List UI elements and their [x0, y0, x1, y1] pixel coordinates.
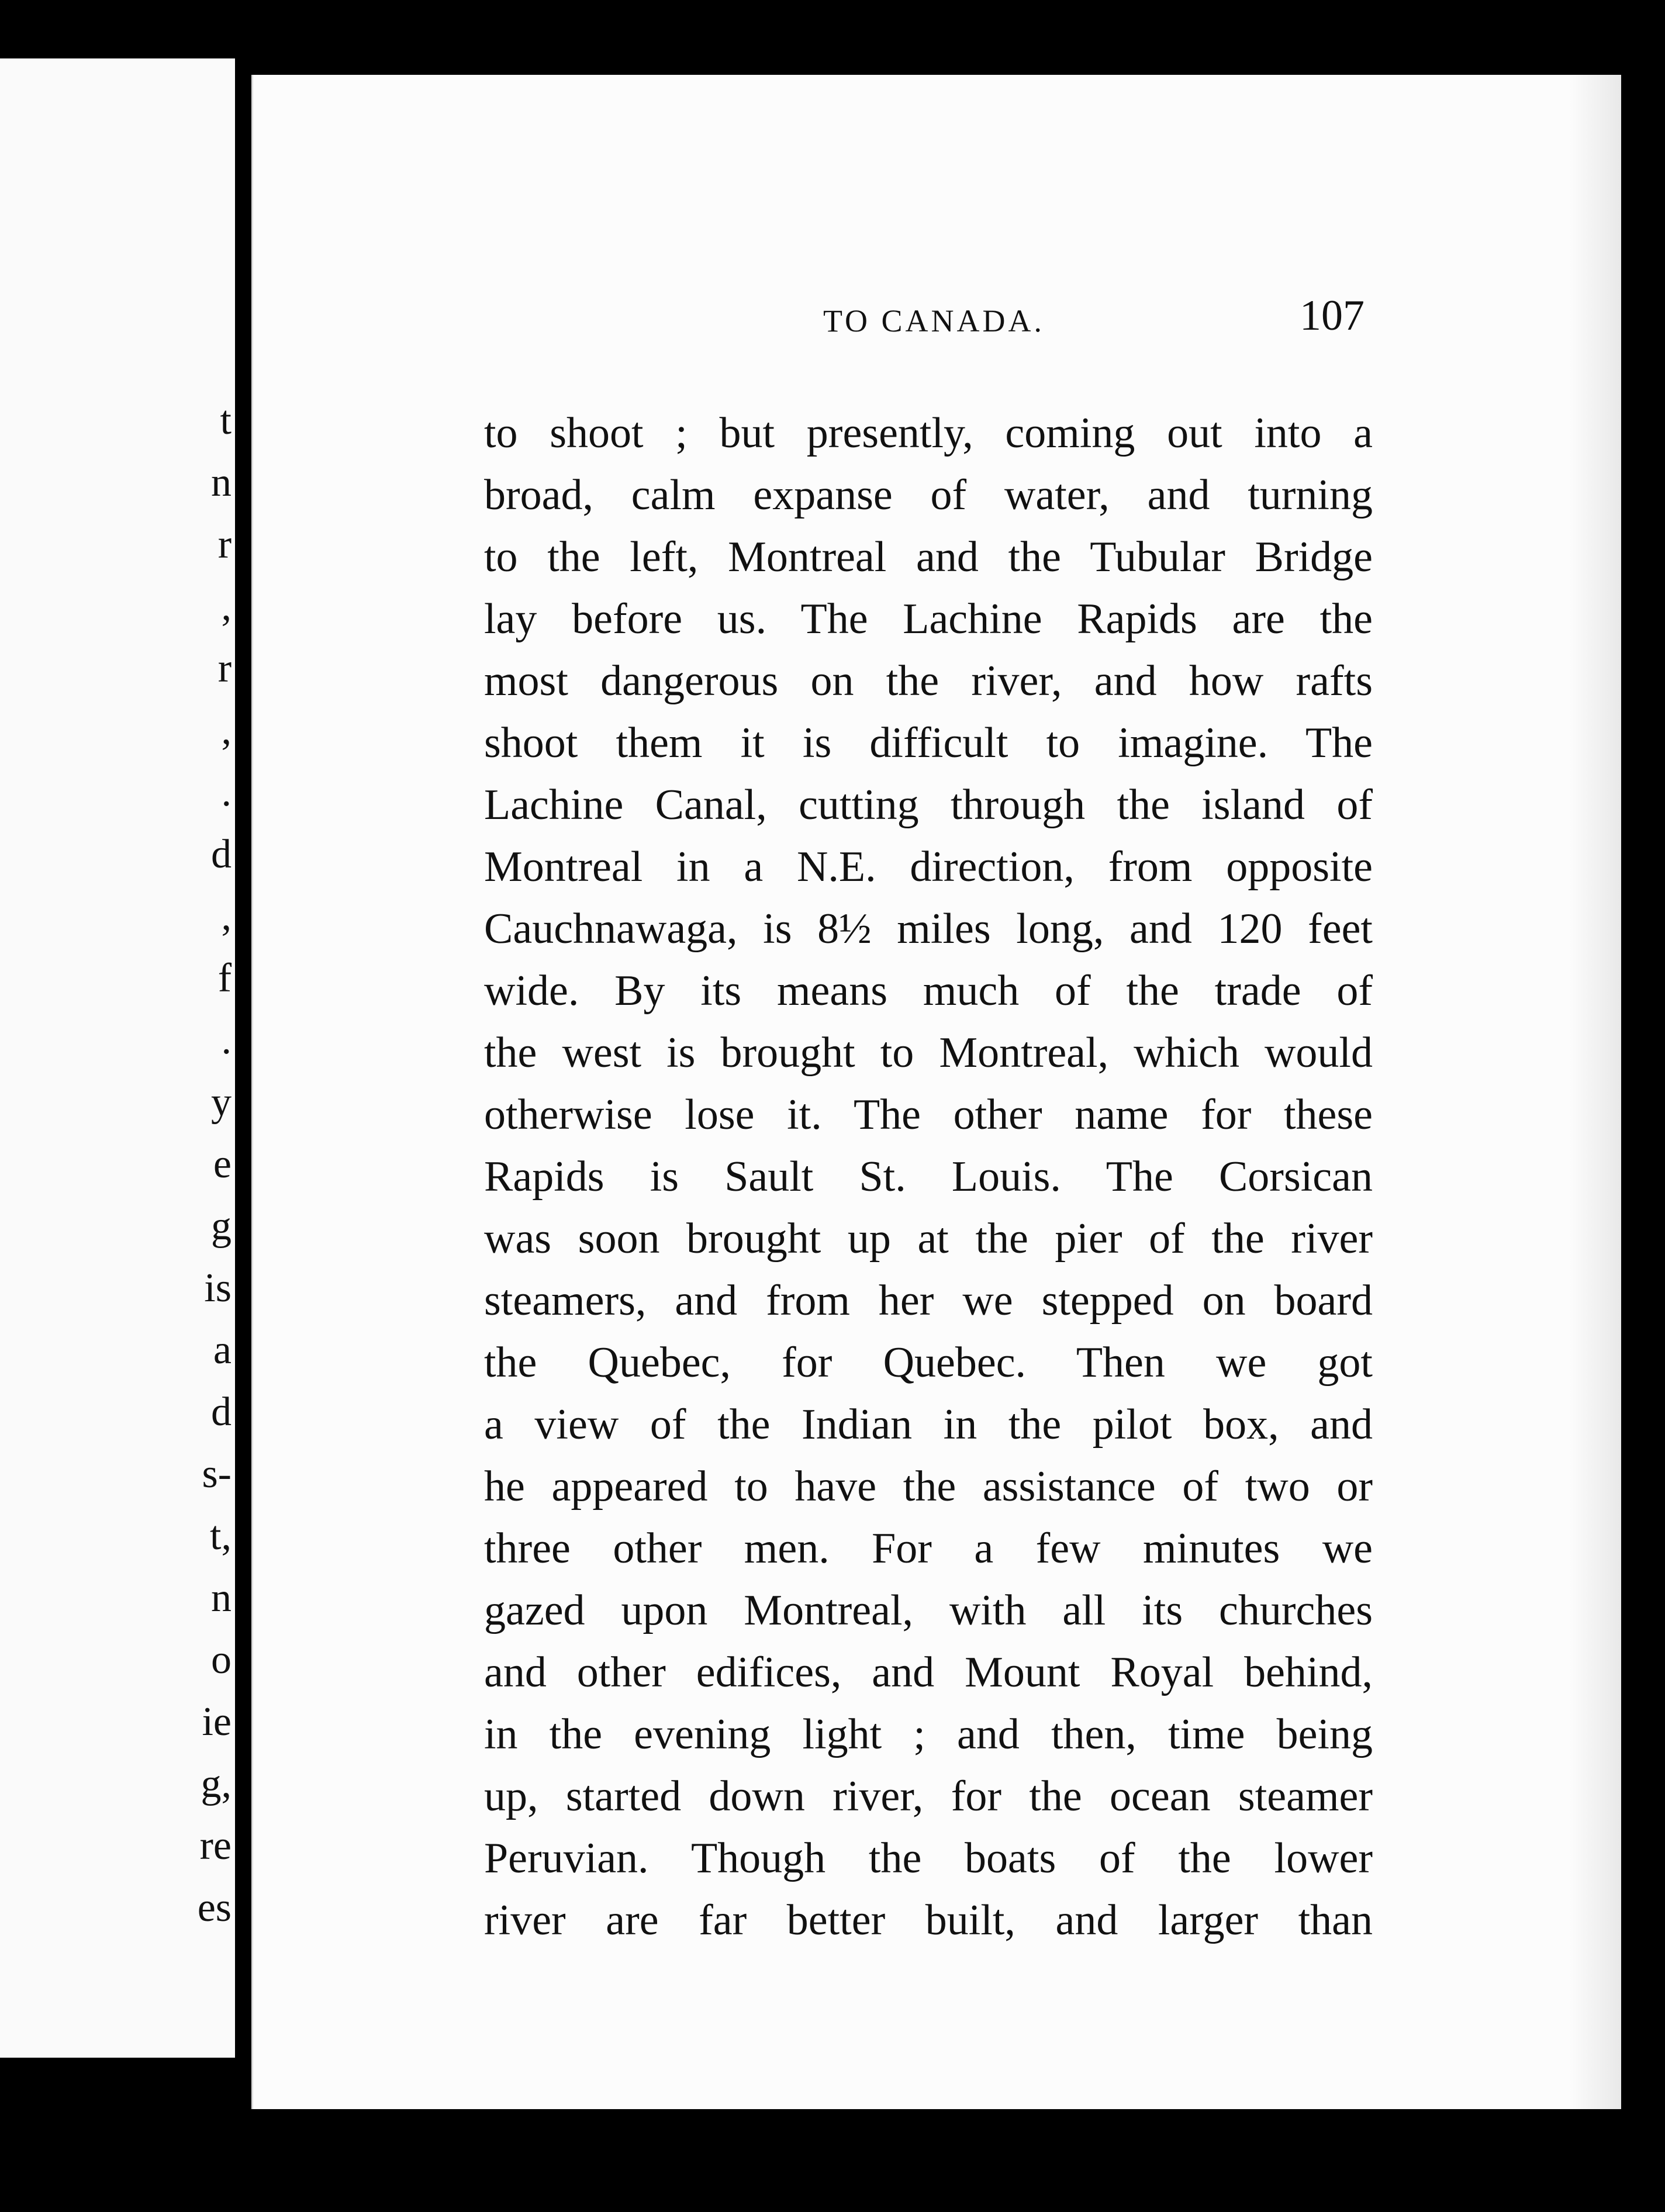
text-line: in the evening light ; and then, time being — [484, 1710, 1373, 1758]
left-page-edge — [0, 58, 235, 2058]
left-page-fragment: g, — [201, 1761, 232, 1806]
left-page-fragment: re — [199, 1823, 232, 1868]
text-line: the Quebec, for Quebec. Then we got — [484, 1339, 1373, 1387]
text-line: river are far better built, and larger than — [484, 1896, 1373, 1944]
text-line: Peruvian. Though the boats of the lower — [484, 1834, 1373, 1882]
left-page-fragment: r — [217, 522, 232, 567]
text-line: otherwise lose it. The other name for these — [484, 1091, 1373, 1139]
left-page-fragment: n — [211, 1575, 232, 1620]
text-line: a view of the Indian in the pilot box, and — [484, 1401, 1373, 1449]
running-head: TO CANADA. — [823, 303, 1045, 338]
text-line: up, started down river, for the ocean steamer — [484, 1772, 1373, 1820]
left-page-fragment: . — [221, 770, 232, 815]
text-line: Montreal in a N.E. direction, from opposite — [484, 843, 1373, 891]
left-page-fragment: e — [213, 1142, 232, 1187]
text-line: Lachine Canal, cutting through the island of — [484, 781, 1373, 829]
book-page — [251, 75, 1621, 2109]
text-line: gazed upon Montreal, with all its churches — [484, 1587, 1373, 1634]
left-page-fragment: g — [211, 1204, 232, 1249]
page-edge-shadow — [1569, 75, 1621, 2109]
left-page-fragment: is — [204, 1266, 232, 1311]
left-page-fragment: . — [221, 1018, 232, 1063]
left-page-text-fragments — [179, 58, 232, 2058]
page-number: 107 — [1300, 292, 1365, 340]
text-line: he appeared to have the assistance of two or — [484, 1463, 1373, 1511]
left-page-fragment: d — [211, 1390, 232, 1435]
text-line: most dangerous on the river, and how rafts — [484, 657, 1373, 705]
left-page-fragment: n — [211, 460, 232, 505]
left-page-fragment: t, — [210, 1513, 232, 1558]
left-page-fragment: r — [217, 646, 232, 691]
text-line: and other edifices, and Mount Royal behind, — [484, 1648, 1373, 1696]
left-page-fragment: d — [211, 832, 232, 877]
left-page-fragment: es — [197, 1885, 232, 1930]
text-line: was soon brought up at the pier of the river — [484, 1215, 1373, 1263]
left-page-fragment: o — [211, 1637, 232, 1682]
text-line: broad, calm expanse of water, and turning — [484, 471, 1373, 519]
left-page-fragment: s- — [202, 1451, 232, 1496]
text-line: to shoot ; but presently, coming out into a — [484, 409, 1373, 457]
text-line: steamers, and from her we stepped on board — [484, 1277, 1373, 1325]
text-line: the west is brought to Montreal, which would — [484, 1029, 1373, 1077]
left-page-fragment: , — [221, 584, 232, 629]
left-page-fragment: , — [221, 708, 232, 753]
left-page-fragment: , — [221, 894, 232, 939]
text-line: shoot them it is difficult to imagine. The — [484, 719, 1373, 767]
left-page-fragment: t — [220, 398, 232, 443]
text-line: Rapids is Sault St. Louis. The Corsican — [484, 1153, 1373, 1201]
left-page-fragment: f — [217, 956, 232, 1001]
body-text — [484, 402, 1373, 1951]
text-line: to the left, Montreal and the Tubular Bridge — [484, 533, 1373, 581]
text-line: wide. By its means much of the trade of — [484, 967, 1373, 1015]
text-line: three other men. For a few minutes we — [484, 1525, 1373, 1572]
left-page-fragment: y — [211, 1080, 232, 1125]
text-line: lay before us. The Lachine Rapids are the — [484, 595, 1373, 643]
left-page-fragment: ie — [202, 1699, 232, 1744]
text-line: Cauchnawaga, is 8½ miles long, and 120 feet — [484, 905, 1373, 953]
left-page-fragment: a — [213, 1328, 232, 1373]
